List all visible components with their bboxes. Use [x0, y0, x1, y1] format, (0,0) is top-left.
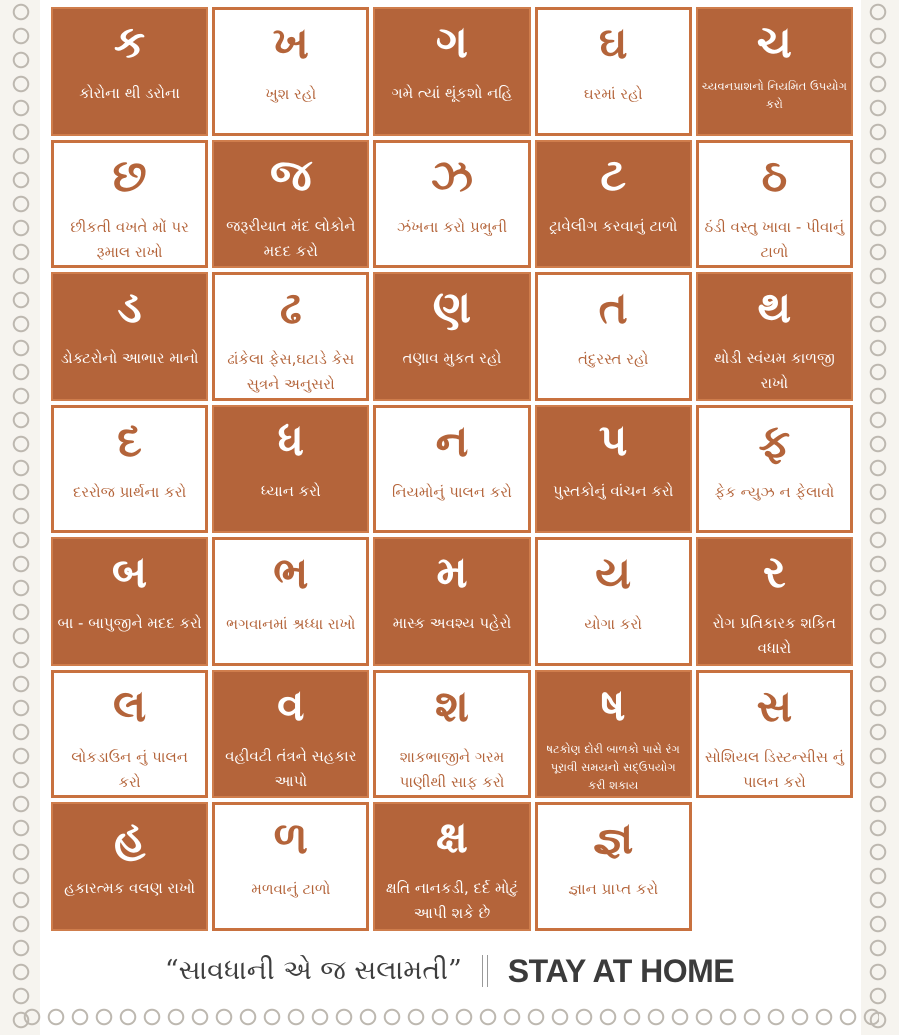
cell-letter: શ — [435, 680, 469, 732]
cell-phrase: ટ્રાવેલીગ કરવાનું ટાળો — [549, 216, 678, 235]
cell-phrase: ઠંડી વસ્તુ ખાવા - પીવાનું ટાળો — [704, 217, 845, 261]
cell-letter: ણ — [432, 282, 472, 334]
letter-cell — [373, 7, 530, 136]
letter-cell — [51, 670, 208, 799]
cell-phrase: ફેક ન્યુઝ ન ફેલાવો — [714, 482, 835, 501]
cell-phrase: ઢાંકેલા ફેસ,ઘટાડે કેસ સુત્રને અનુસરો — [227, 350, 355, 394]
cell-letter: ઠ — [761, 150, 788, 202]
cell-letter: ક્ષ — [436, 812, 468, 864]
cell-letter: છ — [112, 150, 147, 202]
cell-phrase: તણાવ મુકત રહો — [402, 349, 502, 368]
tagline: “સાવધાની એ જ સલામતી” — [164, 955, 462, 986]
cell-phrase: થોડી સ્વંયમ કાળજી રાખો — [714, 349, 835, 393]
letter-cell — [696, 140, 853, 269]
letter-cell — [373, 670, 530, 799]
cell-letter: જ્ઞ — [593, 813, 634, 865]
letter-cell — [212, 670, 369, 799]
letter-cell — [696, 7, 853, 136]
letter-cell — [535, 802, 692, 931]
letter-cell — [212, 272, 369, 401]
cell-phrase: ઝંખના કરો પ્રભુની — [396, 217, 508, 236]
cell-letter: ધ — [277, 414, 304, 466]
cell-letter: ષ — [600, 679, 626, 731]
letter-cell — [696, 272, 853, 401]
letter-cell — [535, 272, 692, 401]
cell-phrase: વહીવટી તંત્રને સહકાર આપો — [225, 746, 357, 790]
letter-cell — [373, 537, 530, 666]
cell-phrase: ડોક્ટરોનો આભાર માનો — [60, 349, 199, 368]
letter-cell — [373, 802, 530, 931]
cell-letter: ળ — [273, 813, 308, 865]
letter-cell — [696, 537, 853, 666]
cell-phrase: હકારત્મક વલણ રાખો — [64, 879, 196, 898]
cell-phrase: દરરોજ પ્રાર્થના કરો — [72, 482, 187, 501]
cell-phrase: ખુશ રહો — [265, 85, 317, 103]
footer — [0, 946, 899, 996]
stay-at-home-text: STAY AT HOME — [507, 952, 735, 989]
cell-phrase: છીકતી વખતે મોં પર રૂમાલ રાખો — [70, 217, 189, 261]
cell-letter: ચ — [756, 17, 792, 68]
letter-cell — [212, 405, 369, 534]
letter-cell — [51, 7, 208, 136]
cell-letter: ર — [763, 547, 786, 599]
letter-cell — [696, 670, 853, 799]
cell-letter: બ — [111, 547, 148, 599]
cell-letter: ભ — [273, 548, 309, 600]
cell-letter: ડ — [117, 282, 142, 334]
letter-cell — [535, 405, 692, 534]
cell-letter: થ — [757, 282, 792, 334]
letter-cell — [212, 537, 369, 666]
cell-phrase: કોરોના થી ડરોના — [79, 84, 180, 102]
letter-cell — [51, 272, 208, 401]
alphabet-grid — [51, 7, 853, 931]
letter-cell — [212, 140, 369, 269]
cell-phrase: જરૂરીયાત મંદ લોકોને મદદ કરો — [226, 216, 356, 260]
cell-letter: ય — [595, 548, 632, 600]
cell-phrase: ક્ષતિ નાનકડી, દર્દ મોટું આપી શકે છે — [385, 879, 519, 923]
cell-letter: ઘ — [598, 18, 628, 69]
cell-letter: ક — [114, 17, 146, 68]
letter-cell — [696, 405, 853, 534]
bottom-decorative-border — [20, 1005, 879, 1029]
letter-cell — [51, 405, 208, 534]
letter-cell — [535, 537, 692, 666]
letter-cell — [373, 405, 530, 534]
letter-cell — [373, 140, 530, 269]
cell-letter: ગ — [435, 17, 469, 68]
letter-cell — [212, 802, 369, 931]
letter-cell — [212, 7, 369, 136]
cell-letter: ટ — [600, 149, 626, 201]
cell-phrase: પુસ્તકોનું વાંચન કરો — [552, 481, 674, 500]
cell-phrase: મળવાનું ટાળો — [251, 880, 331, 899]
cell-phrase: ચ્યવનપ્રાશનો નિયમિત ઉપયોગ કરો — [701, 79, 847, 111]
cell-phrase: યોગા કરો — [584, 615, 642, 634]
letter-cell — [373, 272, 530, 401]
cell-phrase: નિયમોનું પાલન કરો — [392, 482, 512, 501]
cell-phrase: ધ્યાન કરો — [260, 481, 321, 500]
cell-letter: ખ — [272, 18, 309, 69]
letter-cell — [535, 7, 692, 136]
cell-letter: ઢ — [279, 283, 302, 335]
cell-letter: પ — [598, 414, 628, 466]
letter-cell — [51, 537, 208, 666]
cell-letter: સ — [756, 680, 793, 732]
cell-letter: મ — [436, 547, 468, 599]
cell-letter: જ — [269, 149, 312, 201]
cell-letter: ત — [598, 283, 628, 335]
cell-phrase: સોશિયલ ડિસ્ટન્સીસ નું પાલન કરો — [704, 747, 844, 791]
letter-cell — [51, 140, 208, 269]
cell-phrase: રોગ પ્રતિકારક શકિત વધારો — [712, 614, 836, 658]
cell-letter: ફ — [758, 415, 791, 467]
cell-phrase: ઘરમાં રહો — [583, 85, 643, 103]
letter-cell — [51, 802, 208, 931]
cell-letter: ઝ — [431, 150, 473, 202]
cell-phrase: ષટકોણ દોરી બાળકો પાસે રંગ પૂરાવી સમયનો સદ્ઉપયોગ કરી શકાય — [546, 741, 680, 792]
cell-phrase: લોકડાઉન નું પાલન કરો — [71, 747, 188, 791]
letter-cell — [535, 140, 692, 269]
cell-phrase: શાકભાજીને ગરમ પાણીથી સાફ કરો — [399, 747, 505, 791]
cell-phrase: તંદુરસ્ત રહો — [577, 350, 649, 369]
footer-divider — [482, 955, 488, 987]
cell-letter: હ — [113, 812, 146, 864]
cell-letter: વ — [277, 679, 305, 731]
right-decorative-border — [863, 0, 893, 1035]
cell-phrase: માસ્ક અવશ્ય પહેરો — [392, 614, 512, 633]
left-decorative-border — [6, 0, 36, 1035]
letter-cell — [535, 670, 692, 799]
cell-phrase: ગમે ત્યાં થૂંકશો નહિ — [391, 84, 513, 102]
cell-letter: દ — [117, 415, 142, 467]
cell-letter: ન — [435, 415, 469, 467]
cell-letter: લ — [112, 680, 147, 732]
cell-phrase: જ્ઞાન પ્રાપ્ત કરો — [568, 880, 659, 899]
cell-phrase: ભગવાનમાં શ્રધ્ધા રાખો — [226, 615, 356, 634]
cell-phrase: બા - બાપુજીને મદદ કરો — [57, 614, 202, 633]
